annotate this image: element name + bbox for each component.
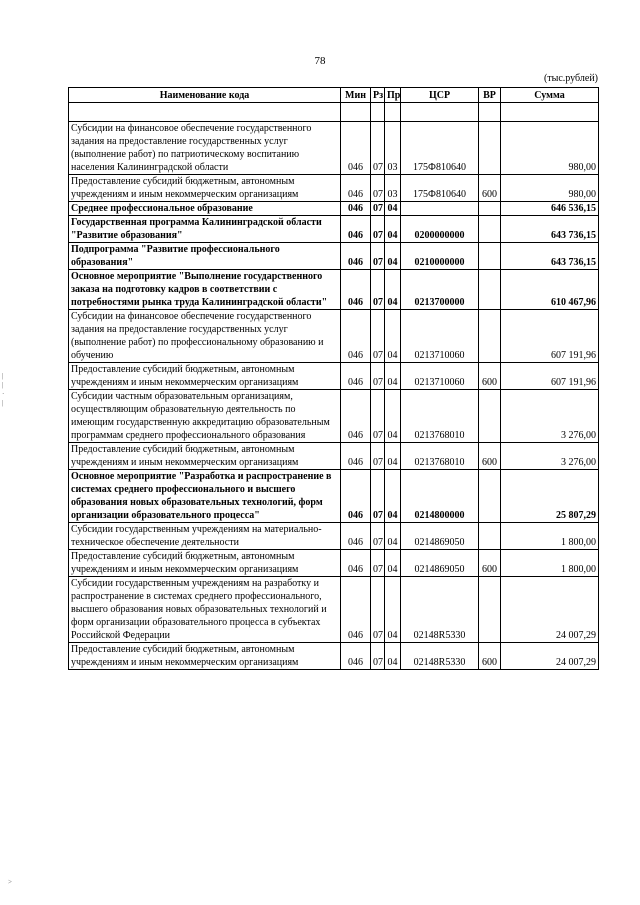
cell-name: Предоставление субсидий бюджетным, автономным учреждениям и иным некоммерческим организациям	[69, 443, 341, 470]
table-row	[69, 443, 599, 470]
table-row	[69, 363, 599, 390]
cell-sum: 3 276,00	[501, 443, 599, 470]
cell-pr: 04	[385, 216, 401, 243]
table-row	[69, 122, 599, 175]
cell-min: 046	[341, 202, 371, 216]
header-min: Мин	[341, 88, 371, 103]
cell-min: 046	[341, 310, 371, 363]
cell-vr: 600	[479, 443, 501, 470]
cell-sum: 980,00	[501, 122, 599, 175]
cell-csr: 0213768010	[401, 390, 479, 443]
cell-sum: 25 807,29	[501, 470, 599, 523]
header-name: Наименование кода	[69, 88, 341, 103]
cell-csr: 0213768010	[401, 443, 479, 470]
table-row	[69, 216, 599, 243]
cell-pr: 04	[385, 270, 401, 310]
cell-vr	[479, 243, 501, 270]
cell-csr	[401, 202, 479, 216]
cell-csr: 0214800000	[401, 470, 479, 523]
cell-sum: 610 467,96	[501, 270, 599, 310]
cell-rz: 07	[371, 550, 385, 577]
cell-csr: 0213700000	[401, 270, 479, 310]
cell-name: Государственная программа Калининградской области "Развитие образования"	[69, 216, 341, 243]
cell-csr: 02148R5330	[401, 577, 479, 643]
cell-pr: 04	[385, 202, 401, 216]
table-row	[69, 270, 599, 310]
cell-pr: 04	[385, 443, 401, 470]
cell-min: 046	[341, 577, 371, 643]
header-vr: ВР	[479, 88, 501, 103]
cell-csr: 175Ф810640	[401, 175, 479, 202]
cell-name: Подпрограмма "Развитие профессионального образования"	[69, 243, 341, 270]
table-row	[69, 550, 599, 577]
cell-vr	[479, 310, 501, 363]
cell-rz: 07	[371, 202, 385, 216]
cell-pr: 04	[385, 243, 401, 270]
units-label: (тыс.рублей)	[543, 73, 598, 84]
header-sum: Сумма	[501, 88, 599, 103]
table-row	[69, 243, 599, 270]
cell-sum: 646 536,15	[501, 202, 599, 216]
cell-name: Субсидии государственным учреждениям на материально-техническое обеспечение деятельности	[69, 523, 341, 550]
cell-min: 046	[341, 390, 371, 443]
cell-rz: 07	[371, 643, 385, 670]
cell-min: 046	[341, 643, 371, 670]
cell-pr: 04	[385, 390, 401, 443]
cell-name: Предоставление субсидий бюджетным, автономным учреждениям и иным некоммерческим организациям	[69, 643, 341, 670]
cell-rz: 07	[371, 310, 385, 363]
cell-rz: 07	[371, 270, 385, 310]
cell-pr: 04	[385, 550, 401, 577]
cell-vr	[479, 216, 501, 243]
cell-name: Основное мероприятие "Разработка и распространение в системах среднего профессионального и высшего образования новых образовательных технологий, форм организации образовательного процесса"	[69, 470, 341, 523]
table-row	[69, 523, 599, 550]
cell-name: Субсидии на финансовое обеспечение государственного задания на предоставление государственных услуг (выполнение работ) по профессиональному образованию и обучению	[69, 310, 341, 363]
cell-min: 046	[341, 363, 371, 390]
cell-sum: 3 276,00	[501, 390, 599, 443]
table-row	[69, 175, 599, 202]
cell-csr: 0213710060	[401, 363, 479, 390]
cell-min: 046	[341, 470, 371, 523]
cell-vr	[479, 390, 501, 443]
table-row	[69, 310, 599, 363]
cell-vr	[479, 122, 501, 175]
cell-sum: 607 191,96	[501, 310, 599, 363]
cell-csr: 0210000000	[401, 243, 479, 270]
budget-table	[68, 87, 599, 670]
cell-min: 046	[341, 122, 371, 175]
table-row	[69, 470, 599, 523]
cell-name: Предоставление субсидий бюджетным, автономным учреждениям и иным некоммерческим организациям	[69, 175, 341, 202]
cell-pr: 04	[385, 577, 401, 643]
cell-sum: 24 007,29	[501, 643, 599, 670]
cell-min: 046	[341, 243, 371, 270]
cell-vr	[479, 470, 501, 523]
cell-pr: 04	[385, 643, 401, 670]
cell-name: Субсидии на финансовое обеспечение государственного задания на предоставление государственных услуг (выполнение работ) по патриотическому воспитанию населения Калининградской области	[69, 122, 341, 175]
cell-sum: 607 191,96	[501, 363, 599, 390]
header-pr: Пр	[385, 88, 401, 103]
cell-rz: 07	[371, 363, 385, 390]
cell-rz: 07	[371, 175, 385, 202]
cell-rz: 07	[371, 122, 385, 175]
cell-vr: 600	[479, 363, 501, 390]
cell-min: 046	[341, 443, 371, 470]
cell-name: Предоставление субсидий бюджетным, автономным учреждениям и иным некоммерческим организациям	[69, 550, 341, 577]
table-row	[69, 643, 599, 670]
cell-csr: 0214869050	[401, 523, 479, 550]
cell-rz: 07	[371, 243, 385, 270]
cell-rz: 07	[371, 216, 385, 243]
cell-vr: 600	[479, 175, 501, 202]
cell-name: Основное мероприятие "Выполнение государственного заказа на подготовку кадров в соответствии с потребностями рынка труда Калининградской области"	[69, 270, 341, 310]
header-rz: Рз	[371, 88, 385, 103]
cell-vr	[479, 270, 501, 310]
cell-sum: 643 736,15	[501, 243, 599, 270]
cell-csr: 0214869050	[401, 550, 479, 577]
cell-csr: 02148R5330	[401, 643, 479, 670]
cell-sum: 1 800,00	[501, 550, 599, 577]
cell-pr: 04	[385, 470, 401, 523]
cell-rz: 07	[371, 577, 385, 643]
table-row	[69, 202, 599, 216]
cell-rz: 07	[371, 523, 385, 550]
cell-min: 046	[341, 175, 371, 202]
cell-sum: 1 800,00	[501, 523, 599, 550]
cell-vr	[479, 577, 501, 643]
header-csr: ЦСР	[401, 88, 479, 103]
cell-rz: 07	[371, 390, 385, 443]
cell-name: Среднее профессиональное образование	[69, 202, 341, 216]
cell-rz: 07	[371, 470, 385, 523]
cell-rz: 07	[371, 443, 385, 470]
cell-pr: 04	[385, 363, 401, 390]
cell-name: Предоставление субсидий бюджетным, автономным учреждениям и иным некоммерческим организациям	[69, 363, 341, 390]
cell-sum: 24 007,29	[501, 577, 599, 643]
scan-margin-marks: | | · |	[2, 372, 5, 407]
cell-vr: 600	[479, 643, 501, 670]
table-row	[69, 390, 599, 443]
cell-sum: 643 736,15	[501, 216, 599, 243]
cell-min: 046	[341, 523, 371, 550]
header-row	[69, 88, 599, 103]
cell-csr: 175Ф810640	[401, 122, 479, 175]
cell-min: 046	[341, 550, 371, 577]
scan-corner-mark: >	[8, 878, 12, 886]
spacer-row	[69, 103, 599, 122]
page-number: 78	[314, 55, 326, 67]
cell-vr	[479, 523, 501, 550]
cell-min: 046	[341, 216, 371, 243]
cell-pr: 03	[385, 122, 401, 175]
table-row	[69, 577, 599, 643]
cell-vr: 600	[479, 550, 501, 577]
cell-pr: 04	[385, 310, 401, 363]
cell-pr: 04	[385, 523, 401, 550]
cell-csr: 0200000000	[401, 216, 479, 243]
cell-sum: 980,00	[501, 175, 599, 202]
cell-name: Субсидии частным образовательным организациям, осуществляющим образовательную деятельность по имеющим государственную аккредитацию образовательным программам среднего профессионального образования	[69, 390, 341, 443]
cell-vr	[479, 202, 501, 216]
cell-csr: 0213710060	[401, 310, 479, 363]
cell-name: Субсидии государственным учреждениям на разработку и распространение в системах среднего профессионального, высшего образования новых образовательных технологий и форм организации образовательного процесса в субъектах Российской Федерации	[69, 577, 341, 643]
cell-min: 046	[341, 270, 371, 310]
cell-pr: 03	[385, 175, 401, 202]
